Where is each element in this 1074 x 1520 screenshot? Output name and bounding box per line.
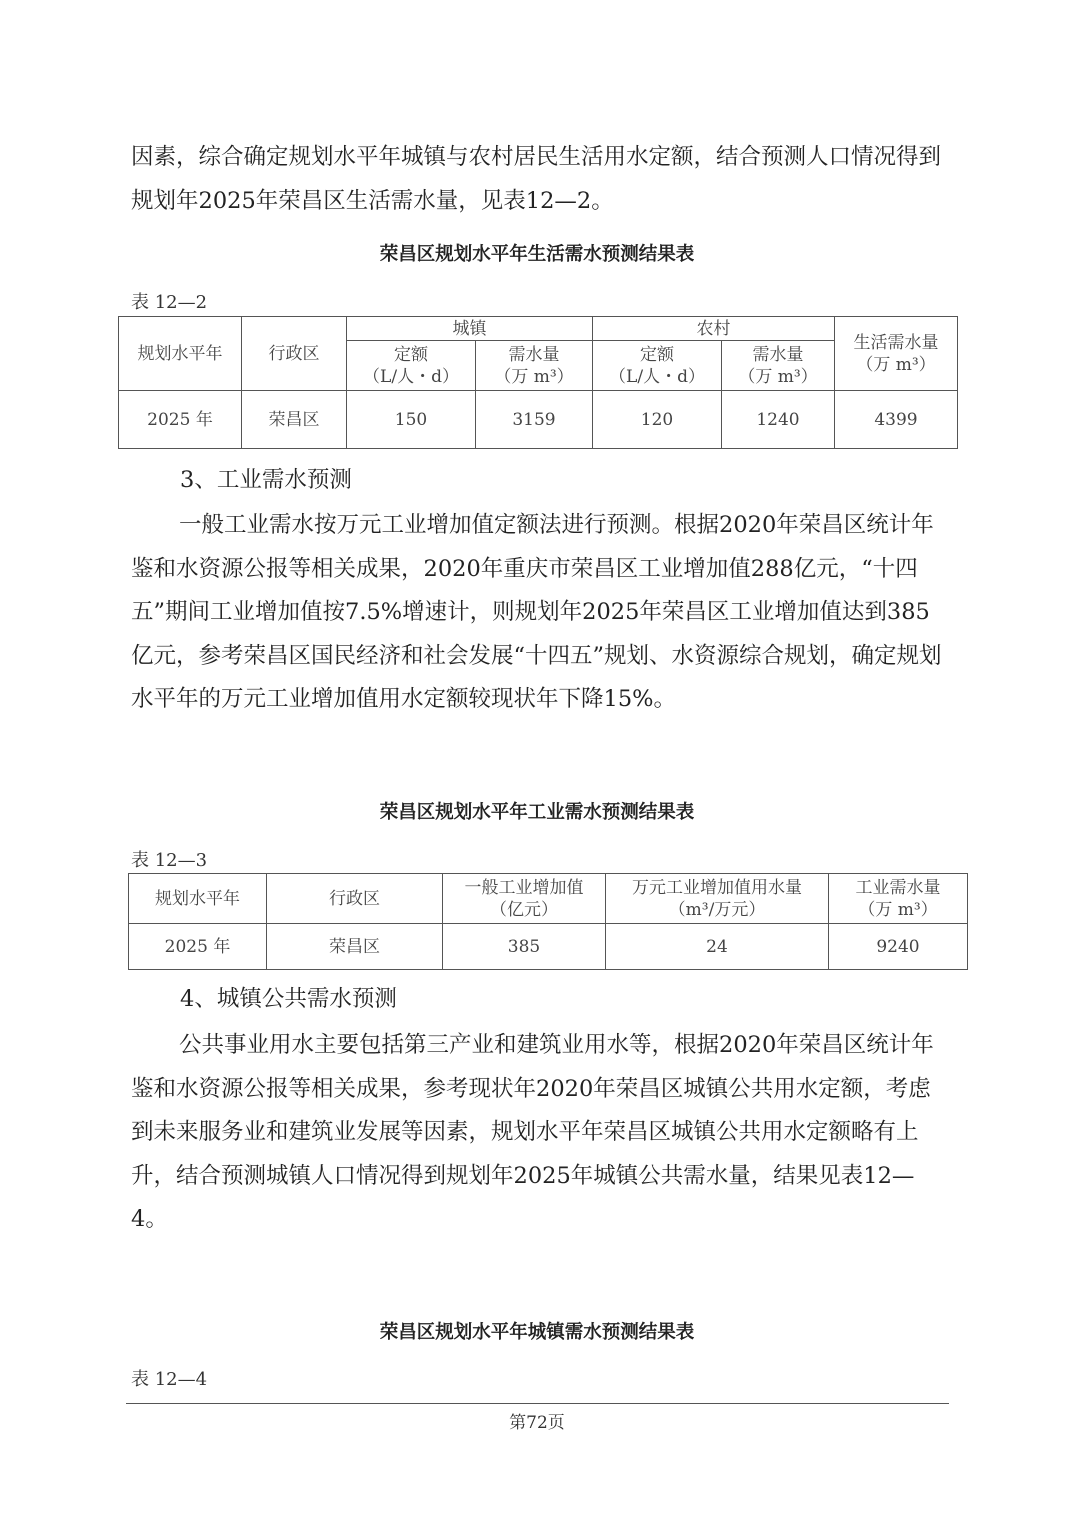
- table2-cell-urban-quota: 150: [347, 391, 476, 449]
- table3-cell-quota: 24: [606, 924, 829, 970]
- table4-caption: 荣昌区规划水平年城镇需水预测结果表: [379, 1322, 695, 1343]
- table3-h-district: 行政区: [267, 874, 443, 924]
- table2-h-urban-demand: [476, 341, 593, 391]
- table2-h-urban-demand-unit: （万 m³）: [494, 366, 574, 387]
- table2-cell-urban-demand: 3159: [476, 391, 593, 449]
- table3-h-quota-unit: （m³/万元）: [668, 899, 766, 920]
- table2-h-rural: 农村: [593, 317, 835, 341]
- public-paragraph: [131, 1024, 946, 1242]
- intro-text: 因素，综合确定规划水平年城镇与农村居民生活用水定额，结合预测人口情况得到规划年2025年荣昌区生活需水量，见表12—2。: [131, 144, 942, 214]
- table2-h-rural-quota-unit: （L/人・d）: [609, 366, 705, 387]
- table3: [128, 873, 968, 970]
- table2-h-urban: 城镇: [347, 317, 593, 341]
- table2-header-row-1: [119, 317, 958, 341]
- table3-h-quota-label: 万元工业增加值用水量: [632, 877, 802, 898]
- table3-cell-district: 荣昌区: [267, 924, 443, 970]
- table-row: [119, 391, 958, 449]
- table2-h-total-label: 生活需水量: [853, 332, 939, 353]
- table2-cell-total: 4399: [835, 391, 958, 449]
- table4-label: 表 12—4: [131, 1369, 208, 1390]
- table2-h-urban-quota: [347, 341, 476, 391]
- intro-paragraph: [131, 136, 946, 223]
- table2-label: 表 12—2: [131, 292, 208, 313]
- page-number: 第72页: [509, 1413, 565, 1433]
- table3-cell-year: 2025 年: [129, 924, 267, 970]
- table2-cell-rural-quota: 120: [593, 391, 722, 449]
- table3-h-demand-unit: （万 m³）: [858, 899, 938, 920]
- table2-h-total-unit: （万 m³）: [856, 354, 936, 375]
- table3-label: 表 12—3: [131, 850, 208, 871]
- table3-cell-value: 385: [443, 924, 606, 970]
- table2-h-rural-demand-unit: （万 m³）: [738, 366, 818, 387]
- section-heading-public: 4、城镇公共需水预测: [180, 986, 397, 1012]
- table3-h-value-unit: （亿元）: [490, 899, 558, 920]
- table2-h-rural-quota-label: 定额: [640, 344, 674, 365]
- table3-h-demand-label: 工业需水量: [855, 877, 941, 898]
- table2-h-urban-quota-unit: （L/人・d）: [363, 366, 459, 387]
- footer-divider: [126, 1403, 949, 1404]
- table3-h-value: [443, 874, 606, 924]
- section-heading-industrial: 3、工业需水预测: [180, 467, 352, 493]
- table3-caption: 荣昌区规划水平年工业需水预测结果表: [379, 802, 695, 823]
- table3-h-value-label: 一般工业增加值: [464, 877, 584, 898]
- table2-h-rural-demand-label: 需水量: [752, 344, 804, 365]
- table3-cell-demand: 9240: [829, 924, 968, 970]
- table2-h-urban-quota-label: 定额: [394, 344, 428, 365]
- table2-h-year: 规划水平年: [119, 317, 242, 391]
- industrial-paragraph: [131, 504, 946, 722]
- table3-h-year: 规划水平年: [129, 874, 267, 924]
- table2: [118, 316, 958, 449]
- table-row: [129, 924, 968, 970]
- table2-h-rural-demand: [722, 341, 835, 391]
- public-text: 公共事业用水主要包括第三产业和建筑业用水等，根据2020年荣昌区统计年鉴和水资源公报等相关成果，参考现状年2020年荣昌区城镇公共用水定额，考虑到未来服务业和建筑业发展等因素，规划水平年荣昌区城镇公共用水定额略有上升，结合预测城镇人口情况得到规划年2025年城镇公共需水量，结果见表12—4。: [131, 1032, 934, 1232]
- table2-h-urban-demand-label: 需水量: [508, 344, 560, 365]
- table3-h-demand: [829, 874, 968, 924]
- table2-h-district: 行政区: [242, 317, 347, 391]
- table2-cell-rural-demand: 1240: [722, 391, 835, 449]
- table2-h-total: [835, 317, 958, 391]
- industrial-text: 一般工业需水按万元工业增加值定额法进行预测。根据2020年荣昌区统计年鉴和水资源公报等相关成果，2020年重庆市荣昌区工业增加值288亿元，“十四五”期间工业增加值按7.5%增速计，则规划年2025年荣昌区工业增加值达到385亿元，参考荣昌区国民经济和社会发展“十四五”规划、水资源综合规划，确定规划水平年的万元工业增加值用水定额较现状年下降15%。: [131, 512, 942, 712]
- table2-cell-year: 2025 年: [119, 391, 242, 449]
- table2-cell-district: 荣昌区: [242, 391, 347, 449]
- table2-h-rural-quota: [593, 341, 722, 391]
- table3-header-row: [129, 874, 968, 924]
- table3-h-quota: [606, 874, 829, 924]
- table2-caption: 荣昌区规划水平年生活需水预测结果表: [379, 244, 695, 265]
